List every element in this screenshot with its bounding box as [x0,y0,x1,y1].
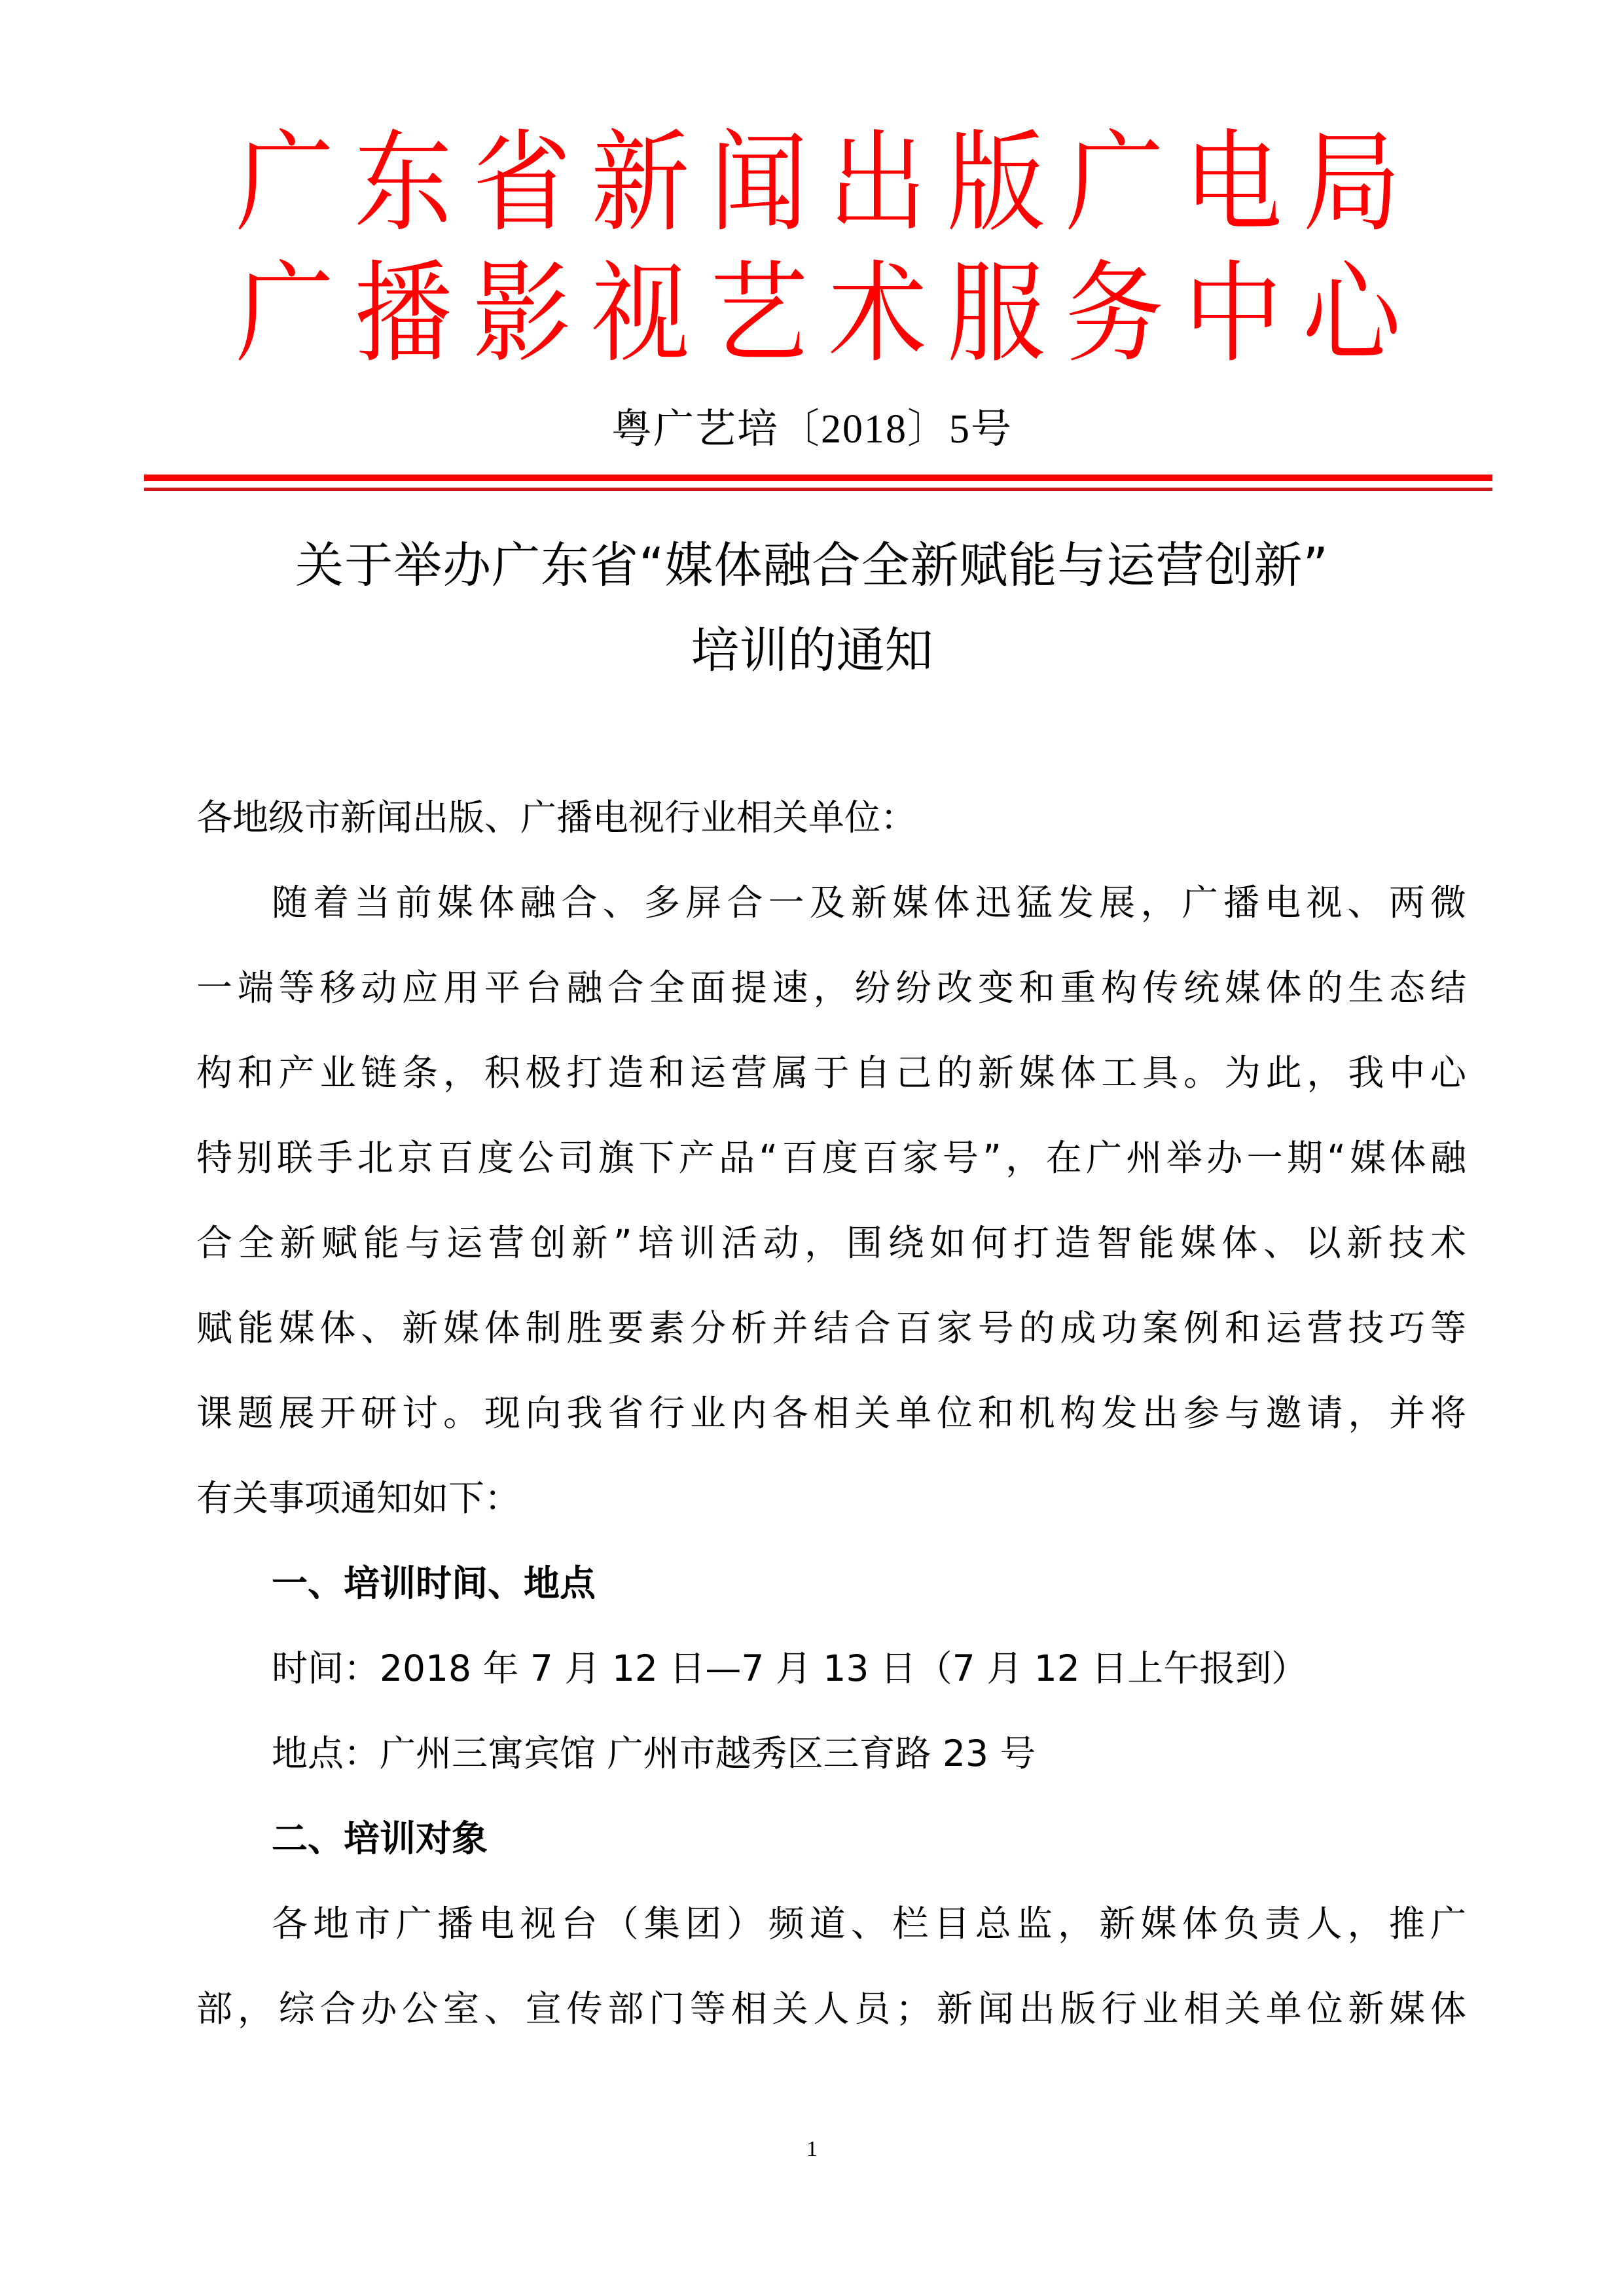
org-char: 新 [591,119,690,247]
red-divider-thin [144,488,1492,491]
org-char: 务 [1065,250,1164,378]
org-char: 电 [1183,119,1282,247]
org-char: 视 [591,250,690,378]
org-char: 心 [1302,250,1401,378]
notice-title-line2: 培训的通知 [691,622,933,679]
paragraph-line: 各地市广播电视台（集团）频道、栏目总监，新媒体负责人，推广 [272,1903,1466,1945]
org-char: 版 [947,119,1045,247]
paragraph-line: 部，综合办公室、宣传部门等相关人员；新闻出版行业相关单位新媒体 [196,1988,1466,2030]
red-divider-thick [144,475,1492,481]
paragraph-line: 特别联手北京百度公司旗下产品“百度百家号”，在广州举办一期“媒体融 [196,1137,1466,1179]
section-heading-time-place: 一、培训时间、地点 [272,1562,596,1604]
paragraph-line: 合全新赋能与运营创新”培训活动，围绕如何打造智能媒体、以新技术 [196,1222,1466,1264]
notice-title-line1: 关于举办广东省“媒体融合全新赋能与运营创新” [295,537,1329,594]
org-char: 服 [947,250,1045,378]
issuing-authority-line2 [236,250,1401,378]
training-place: 地点：广州三寓宾馆 广州市越秀区三育路 23 号 [272,1732,1036,1774]
salutation: 各地级市新闻出版、广播电视行业相关单位： [196,797,917,838]
paragraph-line: 随着当前媒体融合、多屏合一及新媒体迅猛发展，广播电视、两微 [272,882,1466,924]
org-char: 播 [354,250,453,378]
paragraph-line: 有关事项通知如下： [196,1477,521,1519]
org-char: 东 [354,119,453,247]
org-char: 广 [236,250,334,378]
page-number: 1 [806,2137,818,2161]
org-char: 术 [828,250,927,378]
org-char: 艺 [710,250,808,378]
org-char: 局 [1302,119,1401,247]
org-char: 省 [473,119,571,247]
org-char: 出 [828,119,927,247]
org-char: 广 [1065,119,1164,247]
issuing-authority-line1 [236,119,1401,247]
paragraph-line: 一端等移动应用平台融合全面提速，纷纷改变和重构传统媒体的生态结 [196,967,1466,1009]
org-char: 广 [236,119,334,247]
paragraph-line: 课题展开研讨。现向我省行业内各相关单位和机构发出参与邀请，并将 [196,1392,1466,1434]
document-number: 粤广艺培〔2018〕5号 [611,407,1013,452]
org-char: 中 [1183,250,1282,378]
paragraph-line: 赋能媒体、新媒体制胜要素分析并结合百家号的成功案例和运营技巧等 [196,1307,1466,1349]
section-heading-audience: 二、培训对象 [272,1818,488,1859]
org-char: 闻 [710,119,808,247]
training-time: 时间：2018 年 7 月 12 日—7 月 13 日（7 月 12 日上午报到） [272,1647,1308,1689]
org-char: 影 [473,250,571,378]
paragraph-line: 构和产业链条，积极打造和运营属于自己的新媒体工具。为此，我中心 [196,1052,1466,1094]
